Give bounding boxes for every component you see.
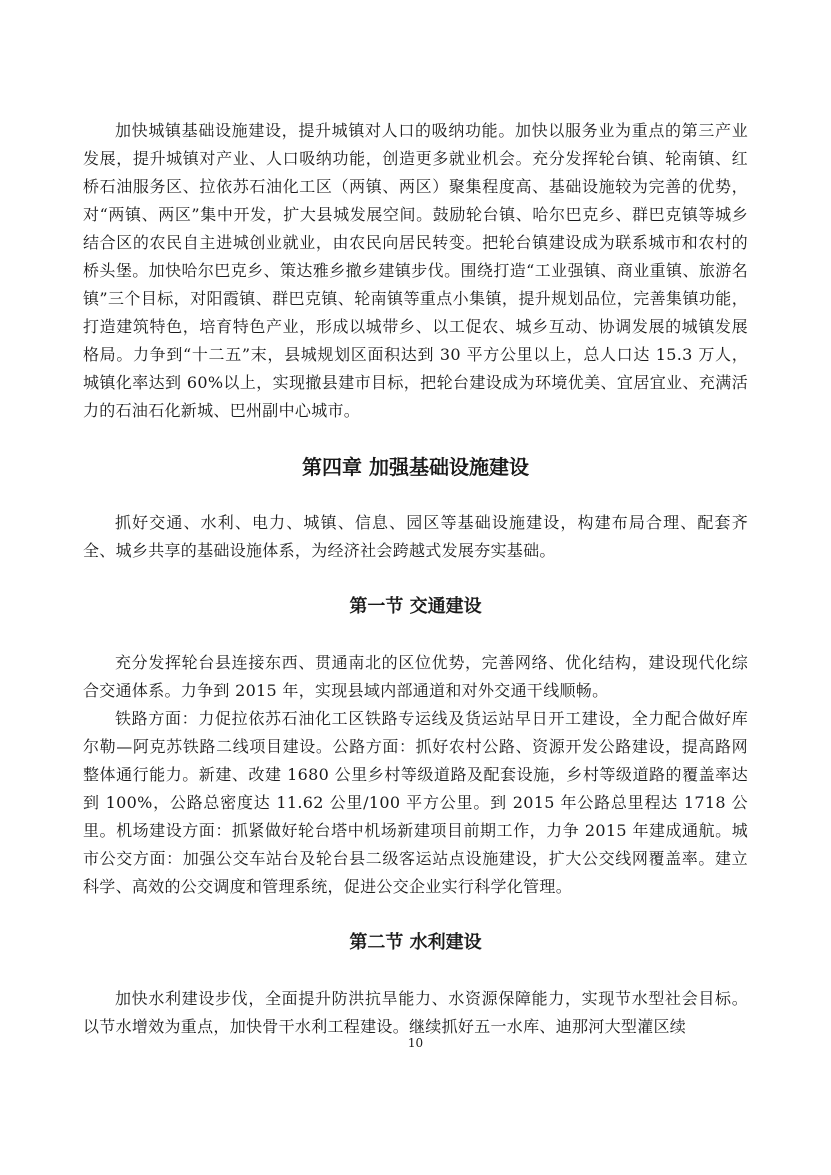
section-title-transport: 第一节 交通建设 bbox=[349, 596, 482, 617]
body-paragraph: 充分发挥轮台县连接东西、贯通南北的区位优势，完善网络、优化结构，建设现代化综合交通体系。力争到 2015 年，实现县域内部通道和对外交通干线顺畅。 bbox=[83, 653, 748, 700]
body-paragraph: 铁路方面：力促拉依苏石油化工区铁路专运线及货运站早日开工建设，全力配合做好库尔勒—阿克苏铁路二线项目建设。公路方面：抓好农村公路、资源开发公路建设，提高路网整体通行能力。新建、改建 1680 公里乡村等级道路及配套设施，乡村等级道路的覆盖率达到 100%，公路总密度达 11.62 公里/100 平方公里。到 2015 年公路总里程达 1718 公里。机场建设方面：抓紧做好轮台塔中机场新建项目前期工作，力争 2015 年建成通航。城市公交方面：加强公交车站台及轮台县二级客运站点设施建设，扩大公交线网覆盖率。建立科学、高效的公交调度和管理系统，促进公交企业实行科学化管理。 bbox=[83, 709, 748, 896]
body-paragraph: 加快城镇基础设施建设，提升城镇对人口的吸纳功能。加快以服务业为重点的第三产业发展，提升城镇对产业、人口吸纳功能，创造更多就业机会。充分发挥轮台镇、轮南镇、红桥石油服务区、拉依苏石油化工区（两镇、两区）聚集程度高、基础设施较为完善的优势，对“两镇、两区”集中开发，扩大县城发展空间。鼓励轮台镇、哈尔巴克乡、群巴克镇等城乡结合区的农民自主进城创业就业，由农民向居民转变。把轮台镇建设成为联系城市和农村的桥头堡。加快哈尔巴克乡、策达雅乡撤乡建镇步伐。围绕打造“工业强镇、商业重镇、旅游名镇”三个目标，对阳霞镇、群巴克镇、轮南镇等重点小集镇，提升规划品位，完善集镇功能，打造建筑特色，培育特色产业，形成以城带乡、以工促农、城乡互动、协调发展的城镇发展格局。力争到“十二五”末，县城规划区面积达到 30 平方公里以上，总人口达 15.3 万人，城镇化率达到 60%以上，实现撤县建市目标，把轮台建设成为环境优美、宜居宜业、充满活力的石油石化新城、巴州副中心城市。 bbox=[83, 121, 748, 420]
body-paragraph: 加快水利建设步伐，全面提升防洪抗旱能力、水资源保障能力，实现节水型社会目标。以节水增效为重点，加快骨干水利工程建设。继续抓好五一水库、迪那河大型灌区续 bbox=[83, 989, 748, 1036]
page-content bbox=[83, 117, 748, 1041]
chapter-title: 第四章 加强基础设施建设 bbox=[302, 455, 529, 479]
page-number: 10 bbox=[407, 1036, 424, 1050]
chapter-intro-paragraph: 抓好交通、水利、电力、城镇、信息、园区等基础设施建设，构建布局合理、配套齐全、城乡共享的基础设施体系，为经济社会跨越式发展夯实基础。 bbox=[83, 513, 748, 560]
section-title-water: 第二节 水利建设 bbox=[349, 932, 482, 953]
